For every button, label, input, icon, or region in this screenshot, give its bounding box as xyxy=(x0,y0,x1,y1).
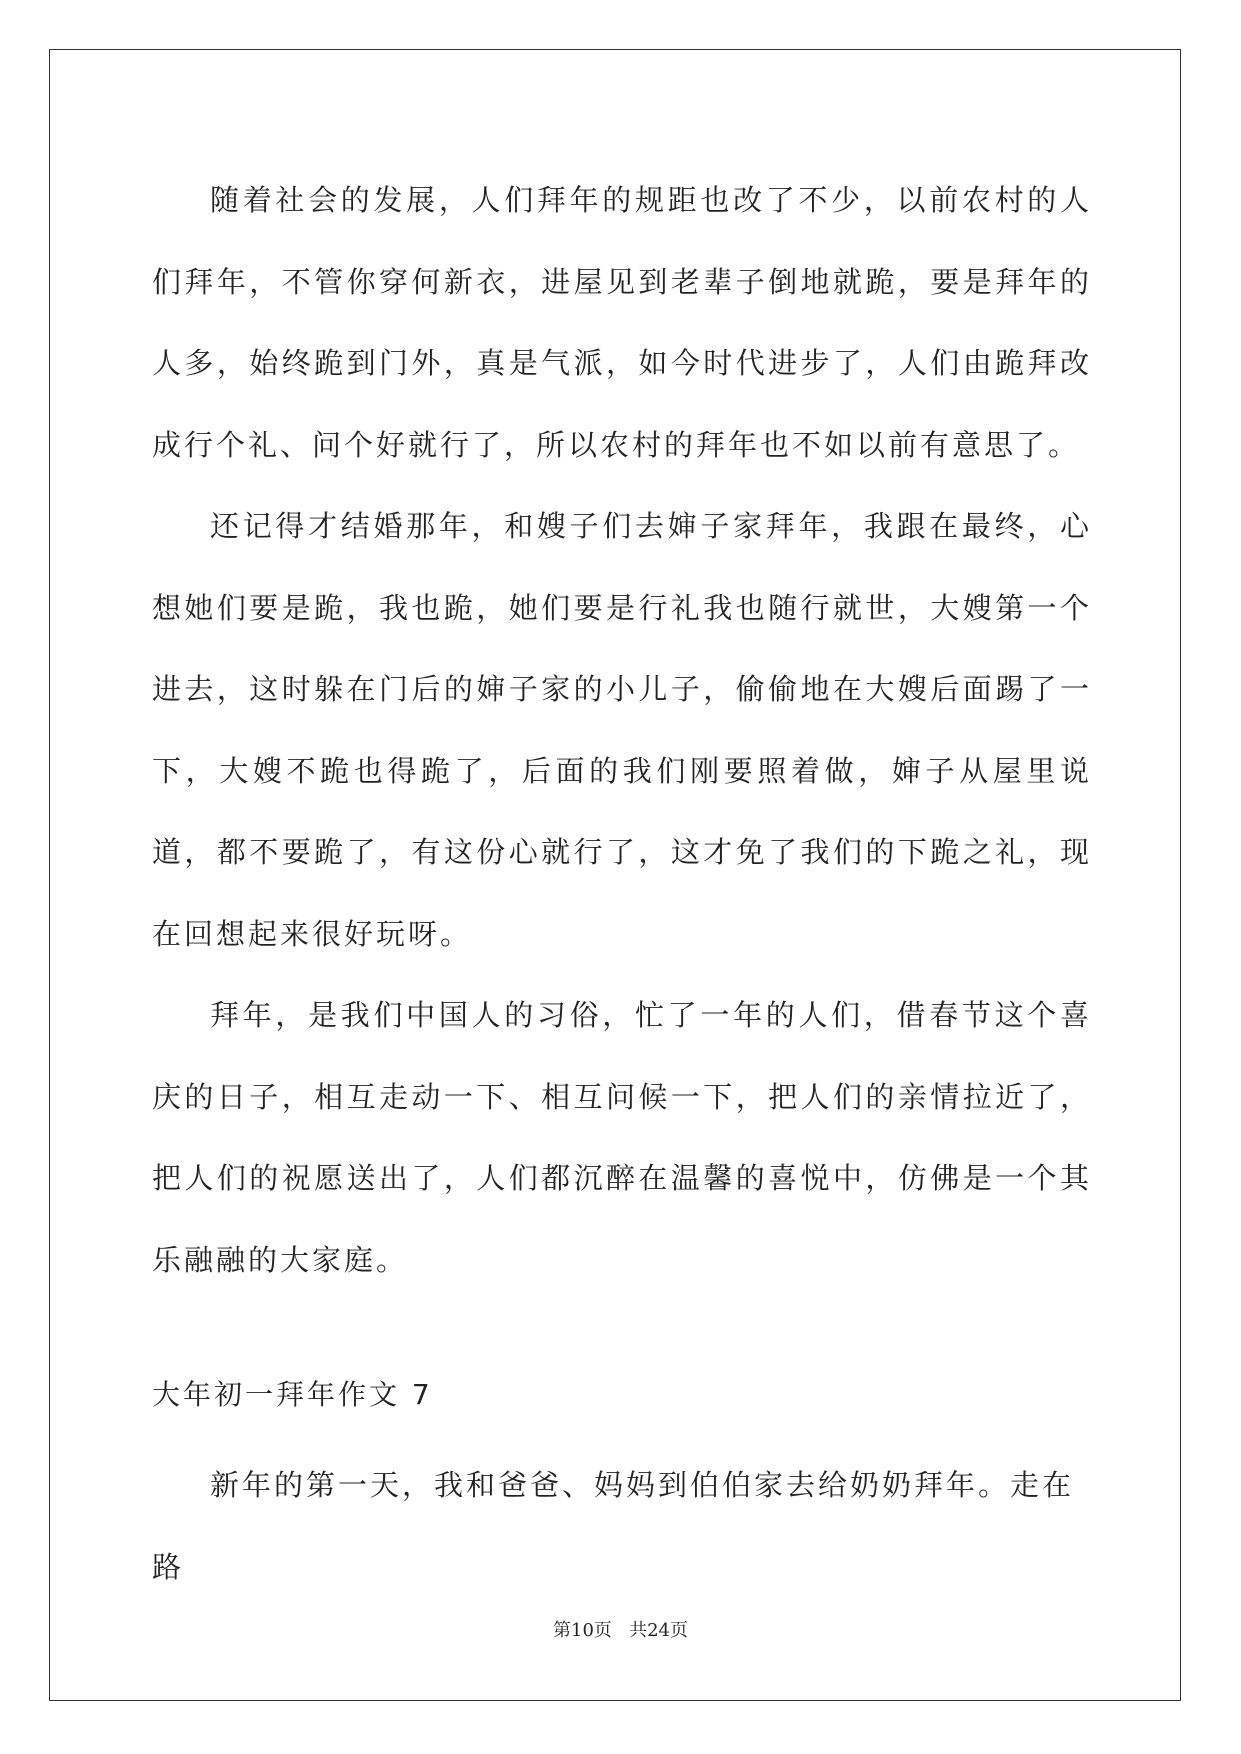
current-page-number: 10 xyxy=(571,1620,594,1641)
paragraph-2: 还记得才结婚那年，和嫂子们去婶子家拜年，我跟在最终，心想她们要是跪，我也跪，她们要是行礼我也随行就世，大嫂第一个进去，这时躲在门后的婶子家的小儿子，偷偷地在大嫂后面踢了一下，大嫂不跪也得跪了，后面的我们刚要照着做，婶子从屋里说道，都不要跪了，有这份心就行了，这才免了我们的下跪之礼，现在回想起来很好玩呀。 xyxy=(152,509,1092,951)
page-label-prefix: 第 xyxy=(553,1620,571,1641)
section-title: 大年初一拜年作文 7 xyxy=(152,1378,433,1411)
document-body xyxy=(152,160,1092,1301)
total-label-prefix: 共 xyxy=(629,1620,648,1641)
total-pages-number: 24 xyxy=(647,1620,670,1641)
total-label-suffix: 页 xyxy=(669,1620,688,1641)
page-footer xyxy=(0,1616,1241,1642)
paragraph-1: 随着社会的发展，人们拜年的规距也改了不少，以前农村的人们拜年，不管你穿何新衣，进屋见到老辈子倒地就跪，要是拜年的人多，始终跪到门外，真是气派，如今时代进步了，人们由跪拜改成行个礼、问个好就行了，所以农村的拜年也不如以前有意思了。 xyxy=(152,183,1092,462)
paragraph-4: 新年的第一天，我和爸爸、妈妈到伯伯家去给奶奶拜年。走在路 xyxy=(152,1468,1075,1584)
page-label-suffix: 页 xyxy=(593,1620,612,1641)
paragraph-3: 拜年，是我们中国人的习俗，忙了一年的人们，借春节这个喜庆的日子，相互走动一下、相互问候一下，把人们的亲情拉近了，把人们的祝愿送出了，人们都沉醉在温馨的喜悦中，仿佛是一个其乐融融的大家庭。 xyxy=(152,998,1092,1277)
